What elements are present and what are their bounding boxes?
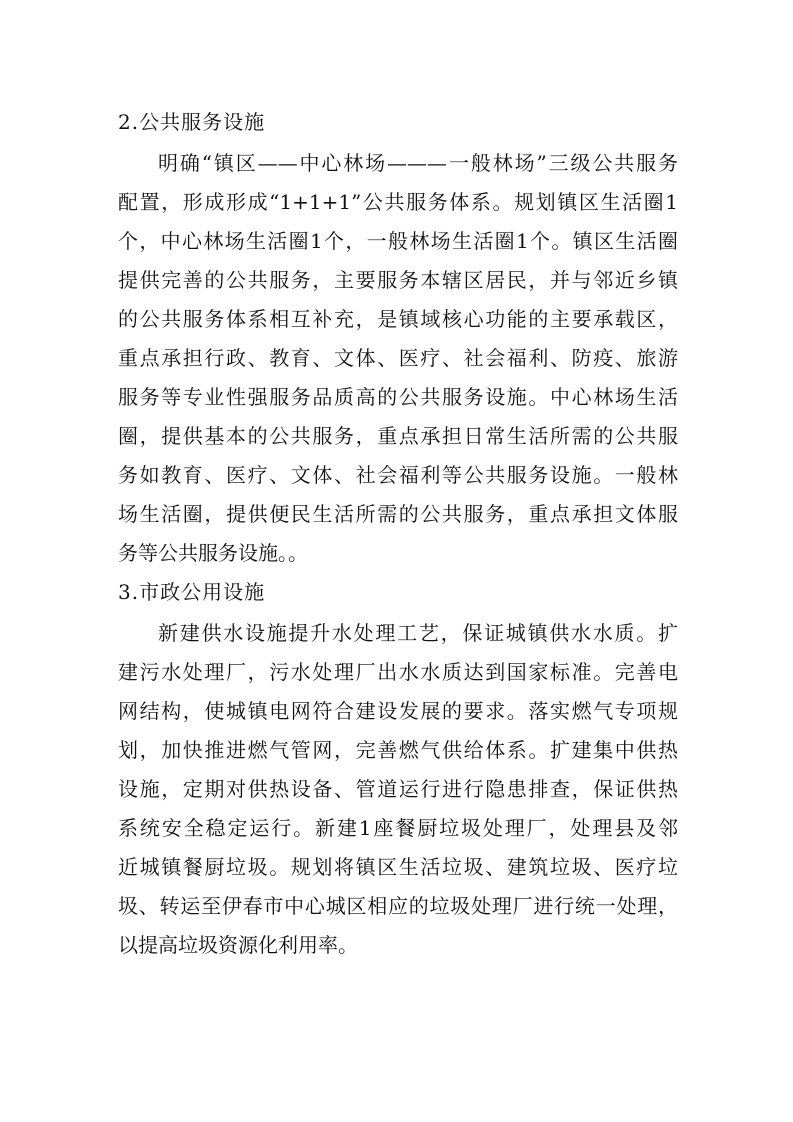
paragraph-line: 建污水处理厂，污水处理厂出水水质达到国家标准。完善电	[118, 660, 678, 684]
paragraph-line: 划，加快推进燃气管网，完善燃气供给体系。扩建集中供热	[118, 738, 678, 762]
paragraph-line: 新建供水设施提升水处理工艺，保证城镇供水水质。扩	[158, 621, 678, 645]
paragraph-line: 网结构，使城镇电网符合建设发展的要求。落实燃气专项规	[118, 699, 678, 723]
paragraph-line: 提供完善的公共服务，主要服务本辖区居民，并与邻近乡镇	[118, 268, 678, 292]
paragraph-line: 圾、转运至伊春市中心城区相应的垃圾处理厂进行统一处理，	[118, 894, 678, 918]
section-heading-municipal-utilities: 3.市政公用设施	[118, 580, 266, 604]
paragraph-line: 务等公共服务设施。。	[118, 541, 308, 565]
paragraph-line: 服务等专业性强服务品质高的公共服务设施。中心林场生活	[118, 385, 678, 409]
paragraph-line: 系统安全稳定运行。新建1座餐厨垃圾处理厂，处理县及邻	[118, 816, 678, 840]
paragraph-line: 的公共服务体系相互补充，是镇域核心功能的主要承载区，	[118, 307, 678, 331]
paragraph-line: 务如教育、医疗、文体、社会福利等公共服务设施。一般林	[118, 463, 678, 487]
paragraph-line: 设施，定期对供热设备、管道运行进行隐患排查，保证供热	[118, 777, 678, 801]
section-heading-public-services: 2.公共服务设施	[118, 110, 266, 134]
paragraph-line: 配置，形成形成“1+1+1”公共服务体系。规划镇区生活圈1	[118, 190, 678, 214]
paragraph-line: 重点承担行政、教育、文体、医疗、社会福利、防疫、旅游	[118, 346, 678, 370]
paragraph-line: 个，中心林场生活圈1个，一般林场生活圈1个。镇区生活圈	[118, 229, 678, 253]
paragraph-line: 明确“镇区——中心林场———一般林场”三级公共服务	[158, 151, 678, 175]
paragraph-line: 场生活圈，提供便民生活所需的公共服务，重点承担文体服	[118, 502, 678, 526]
paragraph-line: 圈，提供基本的公共服务，重点承担日常生活所需的公共服	[118, 424, 678, 448]
paragraph-line: 近城镇餐厨垃圾。规划将镇区生活垃圾、建筑垃圾、医疗垃	[118, 855, 678, 879]
paragraph-line: 以提高垃圾资源化利用率。	[118, 933, 358, 957]
